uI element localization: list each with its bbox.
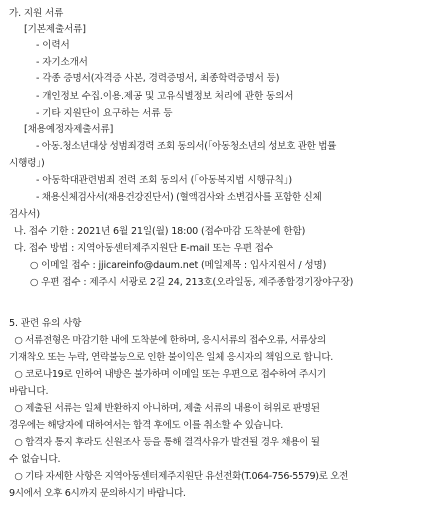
section-na-deadline: 나. 접수 기한 : 2021년 6월 21일(월) 18:00 (접수마감 도착분에 한함): [14, 226, 306, 237]
post-submission-line: ○ 우편 접수 : 제주시 서광로 2길 24, 213호(오라일동, 제주종합경기장야구장): [30, 277, 354, 288]
basic-item-certificates: - 각종 증명서(자격증 사본, 경력증명서, 최종학력증명서 등): [36, 73, 280, 84]
notice-line: 바랍니다.: [9, 386, 49, 397]
notice-line: ○ 코로나19로 인하여 내방은 불가하며 이메일 또는 우편으로 접수하여 주시기: [9, 369, 326, 380]
notice-line: ○ 제출된 서류는 일체 반환하지 아니하며, 제출 서류의 내용이 허위로 판명된: [9, 403, 320, 414]
email-submission-suffix: (메일제목 : 입사지원서 / 성명): [198, 260, 327, 271]
hire-item-sex-crime-check-cont: 시행령｣): [9, 158, 45, 169]
section-ga-title: 가. 지원 서류: [9, 8, 64, 19]
basic-item-resume: - 이력서: [36, 40, 70, 51]
section-da-method: 다. 접수 방법 : 지역아동센터제주지원단 E-mail 또는 우편 접수: [14, 243, 273, 254]
notice-line: ○ 기타 자세한 사항은 지역아동센터제주지원단 유선전화(T.064-756-5579)로 오전: [9, 471, 349, 482]
email-submission-line: [30, 260, 326, 272]
notice-line: 9시에서 오후 6시까지 문의하시기 바랍니다.: [9, 488, 186, 499]
notice-line: 기재착오 또는 누락, 연락불능으로 인한 불이익은 일체 응시자의 책임으로 합니다.: [9, 352, 333, 363]
section-5-title: 5. 관련 유의 사항: [9, 318, 82, 329]
basic-item-privacy-consent: - 개인정보 수집.이용.제공 및 고유식별정보 처리에 관한 동의서: [36, 91, 294, 102]
email-submission-prefix: ○ 이메일 접수 :: [30, 260, 99, 271]
email-address-link[interactable]: jjicareinfo@daum.net: [98, 260, 199, 271]
basic-documents-header: [기본제출서류]: [24, 24, 86, 35]
notice-line: 경우에는 해당자에 대하여서는 합격 후에도 이를 취소할 수 있습니다.: [9, 420, 283, 431]
hire-item-health-exam-cont: 검사서): [9, 209, 40, 220]
hire-documents-header: [채용예정자제출서류]: [24, 124, 114, 135]
notice-line: 수 없습니다.: [9, 454, 61, 465]
basic-item-cover-letter: - 자기소개서: [36, 57, 88, 68]
notice-line: ○ 서류전형은 마감기한 내에 도착분에 한하며, 응시서류의 접수오류, 서류상의: [9, 335, 326, 346]
basic-item-other: - 기타 지원단이 요구하는 서류 등: [36, 108, 173, 119]
hire-item-child-abuse-check: - 아동학대관련범죄 전력 조회 동의서 (｢아동복지법 시행규칙｣): [36, 175, 293, 186]
notice-line: ○ 합격자 통지 후라도 신원조사 등을 통해 결격사유가 발견될 경우 채용이 될: [9, 437, 320, 448]
hire-item-health-exam: - 채용신체검사서(채용건강진단서) (혈액검사와 소변검사를 포함한 신체: [36, 192, 322, 203]
hire-item-sex-crime-check: - 아동.청소년대상 성범죄경력 조회 동의서(｢아동청소년의 성보호 관한 법률: [36, 141, 337, 152]
